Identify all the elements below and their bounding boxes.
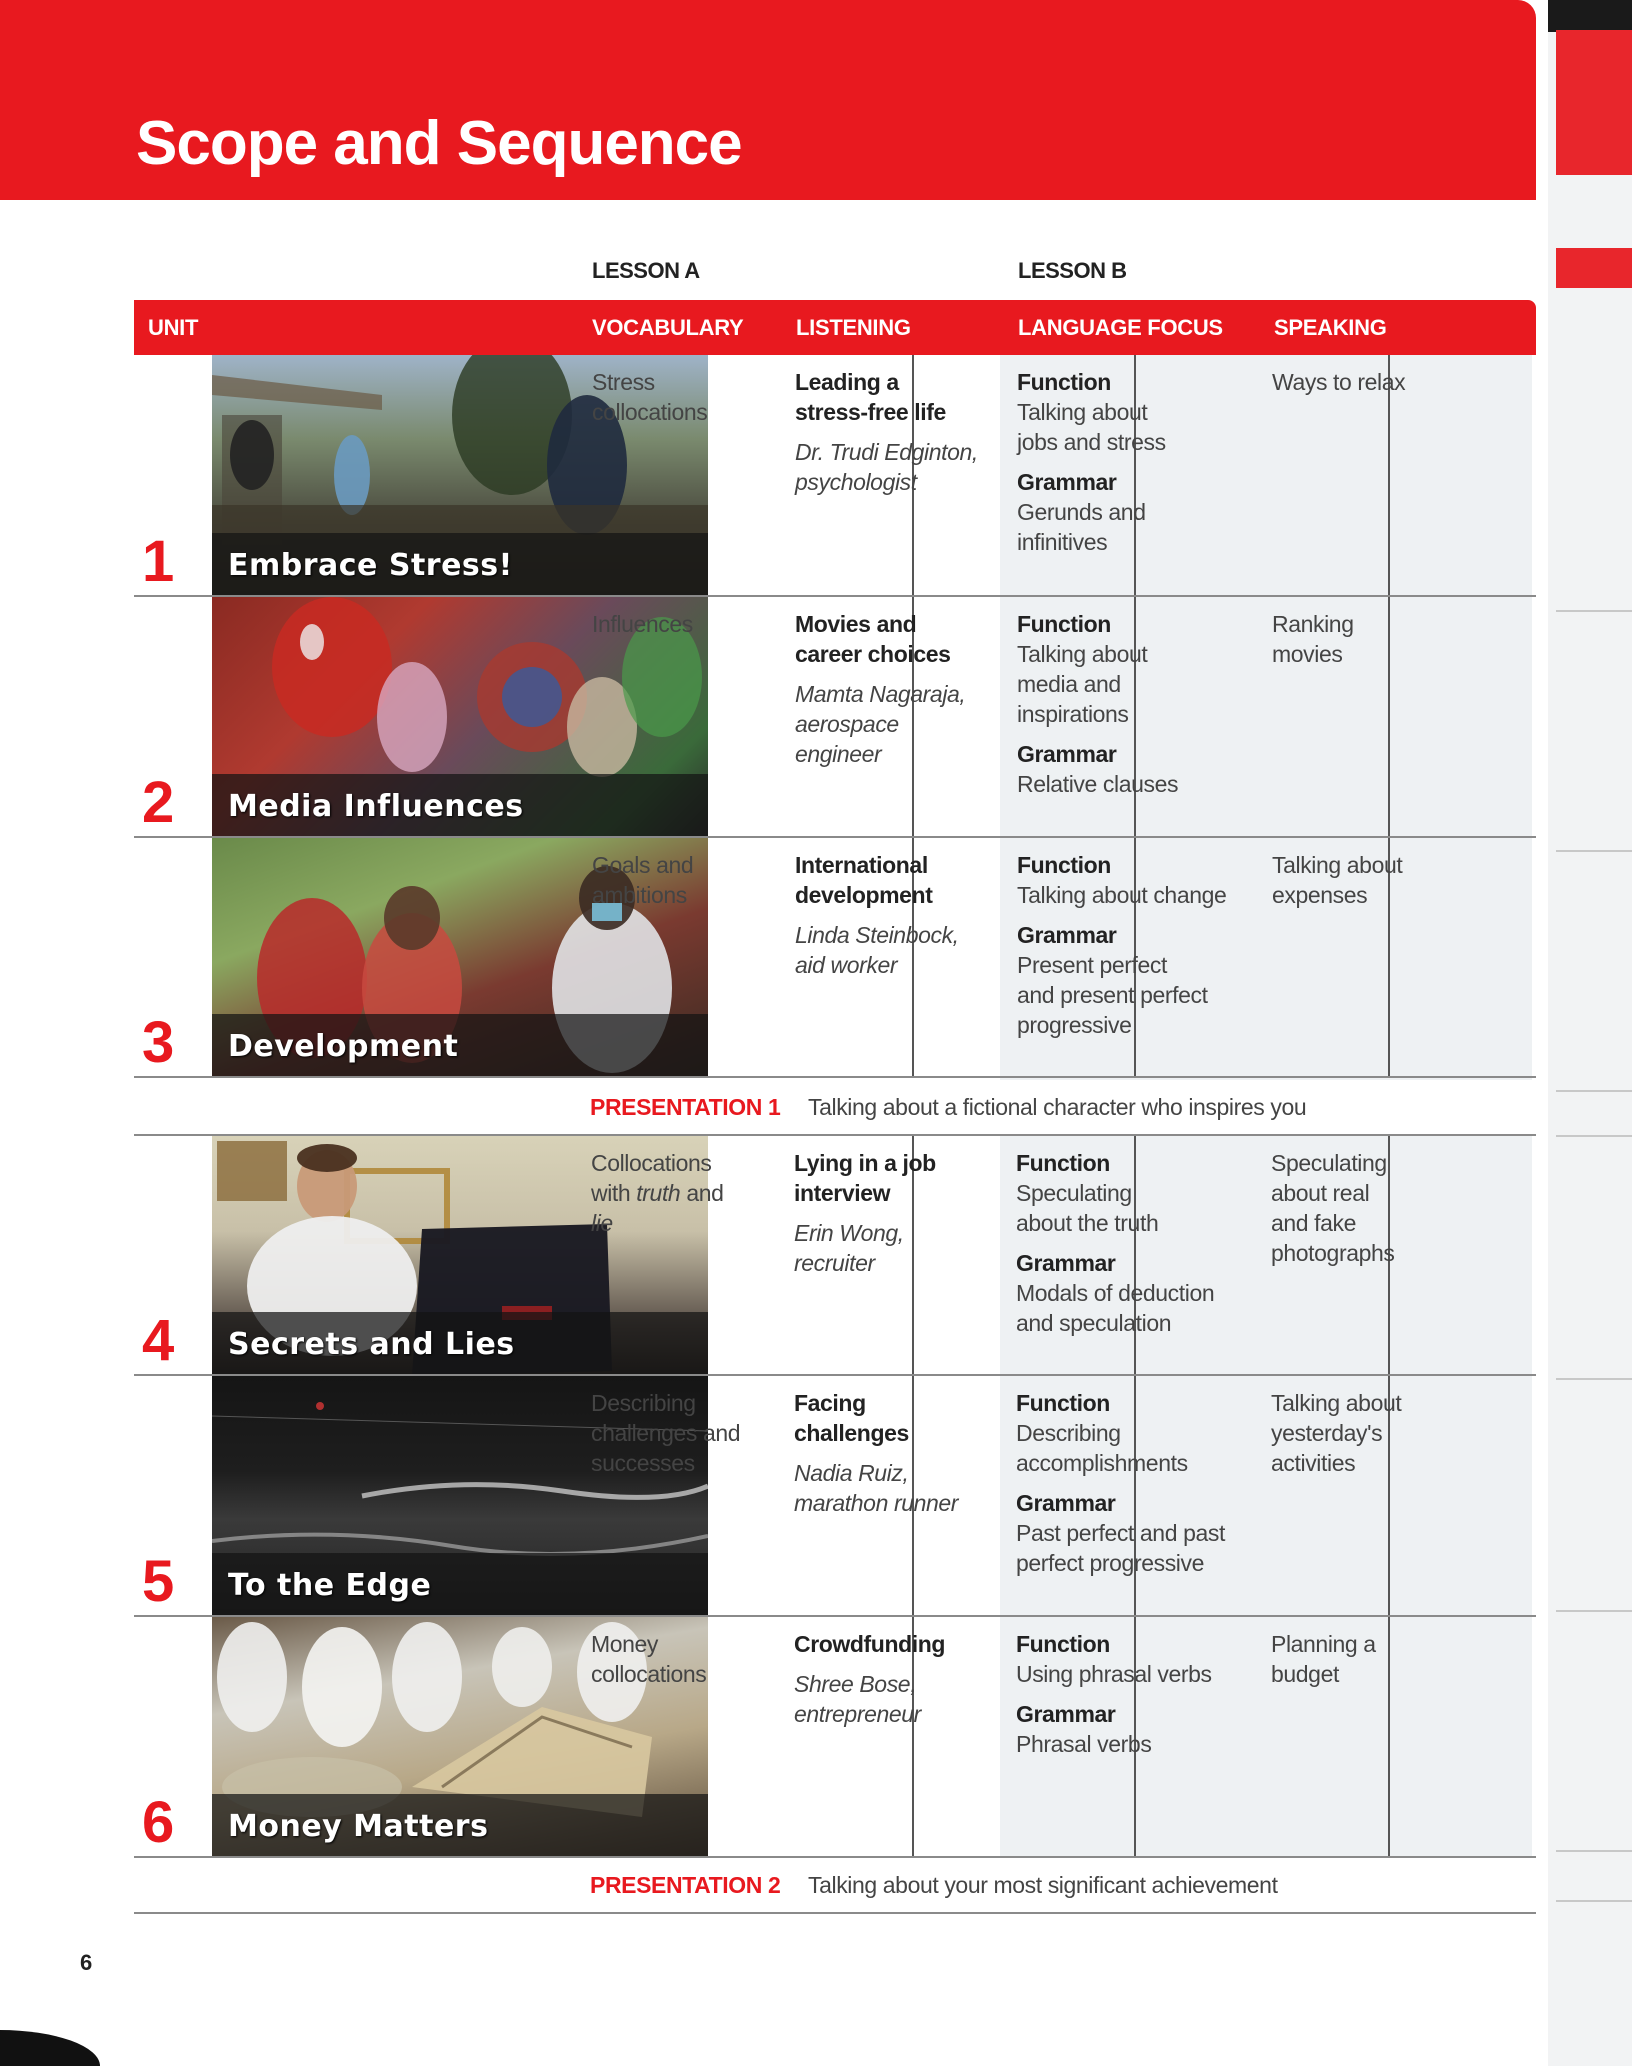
unit-row-1	[134, 355, 1536, 597]
column-divider	[1388, 1617, 1390, 1858]
lesson-b-label: LESSON B	[1018, 258, 1127, 283]
listening-title: challenges	[794, 1420, 909, 1446]
listening-speaker: psychologist	[795, 469, 917, 495]
page-edge-rule	[1556, 1090, 1632, 1092]
listening-cell	[794, 1629, 945, 1729]
unit-row-6	[134, 1617, 1536, 1858]
listening-title: International	[795, 852, 928, 878]
vocabulary-cell: Describing challenges and successes	[591, 1390, 741, 1476]
page-edge-rule	[1556, 1850, 1632, 1852]
presentation-text: Talking about your most significant achievement	[808, 1872, 1278, 1898]
unit-number: 4	[142, 1308, 175, 1373]
unit-title: Media Influences	[228, 789, 524, 824]
listening-title: Movies and	[795, 611, 917, 637]
unit-title: To the Edge	[228, 1568, 432, 1603]
presentation-label: PRESENTATION 1	[590, 1094, 781, 1120]
page-edge-rule	[1556, 850, 1632, 852]
listening-title: interview	[794, 1180, 891, 1206]
page-edge	[1548, 0, 1632, 2066]
listening-speaker: marathon runner	[794, 1490, 959, 1516]
speaking-cell: Talking about yesterday's activities	[1271, 1390, 1402, 1476]
grammar-label: Grammar	[1016, 1250, 1116, 1276]
unit-title: Money Matters	[228, 1809, 489, 1844]
unit-title: Secrets and Lies	[228, 1327, 515, 1362]
row-divider	[134, 1076, 1536, 1078]
unit-number: 1	[142, 529, 175, 594]
unit-number: 2	[142, 770, 175, 835]
vocabulary-cell: Collocations with truth and lie	[591, 1150, 724, 1236]
language-focus-cell: Function Using phrasal verbs Grammar Phrasal verbs	[1016, 1631, 1212, 1757]
function-label: Function	[1016, 1150, 1110, 1176]
listening-cell	[795, 367, 978, 497]
listening-speaker: Linda Steinbock,	[795, 922, 959, 948]
unit-row-3	[134, 838, 1536, 1078]
table-header-row	[134, 300, 1536, 355]
unit-number: 5	[142, 1549, 175, 1614]
page-edge-red-band	[1556, 248, 1632, 288]
lesson-a-label: LESSON A	[592, 258, 700, 283]
function-label: Function	[1017, 852, 1111, 878]
listening-title: career choices	[795, 641, 951, 667]
unit-row-2	[134, 597, 1536, 838]
listening-speaker: recruiter	[794, 1250, 875, 1276]
grammar-label: Grammar	[1017, 741, 1117, 767]
vocabulary-cell: Money collocations	[591, 1631, 707, 1687]
header-speaking: SPEAKING	[1274, 315, 1387, 340]
listening-title: Leading a	[795, 369, 899, 395]
function-label: Function	[1016, 1631, 1110, 1657]
speaking-cell: Ways to relax	[1272, 369, 1406, 395]
header-listening: LISTENING	[796, 315, 911, 340]
page-number: 6	[80, 1950, 93, 1975]
listening-speaker: entrepreneur	[794, 1701, 921, 1727]
vocabulary-cell: Stress collocations	[592, 369, 708, 425]
language-focus-cell: Function Talking about change Grammar Present perfect and present perfect progressive	[1017, 852, 1227, 1038]
listening-speaker: aid worker	[795, 952, 898, 978]
listening-title: Facing	[794, 1390, 866, 1416]
listening-speaker: Erin Wong,	[794, 1220, 904, 1246]
language-focus-cell: Function Talking about jobs and stress Grammar Gerunds and infinitives	[1017, 369, 1166, 555]
function-label: Function	[1016, 1390, 1110, 1416]
title-band	[0, 0, 1536, 200]
listening-title: development	[795, 882, 933, 908]
vocabulary-cell: Influences	[592, 611, 693, 637]
presentation-label: PRESENTATION 2	[590, 1872, 781, 1898]
page-edge-rule	[1556, 1900, 1632, 1902]
listening-title: Crowdfunding	[794, 1631, 946, 1657]
listening-cell	[794, 1388, 958, 1518]
row-divider	[134, 1912, 1536, 1914]
speaking-cell: Ranking movies	[1272, 611, 1354, 667]
header-vocabulary: VOCABULARY	[592, 315, 744, 340]
listening-speaker: Shree Bose,	[794, 1671, 917, 1697]
unit-number: 3	[142, 1010, 175, 1075]
grammar-label: Grammar	[1017, 922, 1117, 948]
unit-title: Development	[228, 1029, 459, 1064]
listening-title: stress-free life	[795, 399, 946, 425]
grammar-label: Grammar	[1016, 1701, 1116, 1727]
listening-cell	[794, 1148, 936, 1278]
listening-speaker: engineer	[795, 741, 882, 767]
header-unit: UNIT	[148, 315, 199, 340]
function-label: Function	[1017, 611, 1111, 637]
language-focus-cell: Function Speculating about the truth Grammar Modals of deduction and speculation	[1016, 1150, 1215, 1336]
listening-speaker: Dr. Trudi Edginton,	[795, 439, 978, 465]
listening-speaker: aerospace	[795, 711, 899, 737]
unit-title: Embrace Stress!	[228, 548, 513, 583]
page-edge-rule	[1556, 1135, 1632, 1137]
page-edge-rule	[1556, 1378, 1632, 1380]
unit-row-5	[134, 1376, 1536, 1617]
function-label: Function	[1017, 369, 1111, 395]
unit-row-4	[134, 1136, 1536, 1376]
grammar-label: Grammar	[1017, 469, 1117, 495]
speaking-cell: Talking about expenses	[1272, 852, 1403, 908]
unit-number: 6	[142, 1790, 175, 1855]
page-edge-rule	[1556, 1610, 1632, 1612]
speaking-cell: Speculating about real and fake photographs	[1271, 1150, 1395, 1266]
header-language-focus: LANGUAGE FOCUS	[1018, 315, 1223, 340]
speaking-cell: Planning a budget	[1271, 1631, 1376, 1687]
page-edge-shadow	[1548, 0, 1632, 32]
listening-cell	[795, 609, 965, 769]
page-corner-shadow	[0, 2030, 100, 2066]
listening-title: Lying in a job	[794, 1150, 936, 1176]
grammar-label: Grammar	[1016, 1490, 1116, 1516]
presentation-row-1	[134, 1080, 1536, 1136]
page-title: Scope and Sequence	[136, 109, 742, 178]
column-divider	[1388, 597, 1390, 838]
language-focus-cell: Function Describing accomplishments Grammar Past perfect and past perfect progressive	[1016, 1390, 1225, 1576]
listening-speaker: Mamta Nagaraja,	[795, 681, 966, 707]
language-focus-cell: Function Talking about media and inspirations Grammar Relative clauses	[1017, 611, 1179, 797]
page-edge-red-band	[1556, 30, 1632, 175]
page-edge-rule	[1556, 610, 1632, 612]
listening-cell	[795, 850, 959, 980]
presentation-row-2	[134, 1858, 1536, 1914]
vocabulary-cell: Goals and ambitions	[592, 852, 694, 908]
presentation-text: Talking about a fictional character who inspires you	[808, 1094, 1307, 1120]
listening-speaker: Nadia Ruiz,	[794, 1460, 909, 1486]
